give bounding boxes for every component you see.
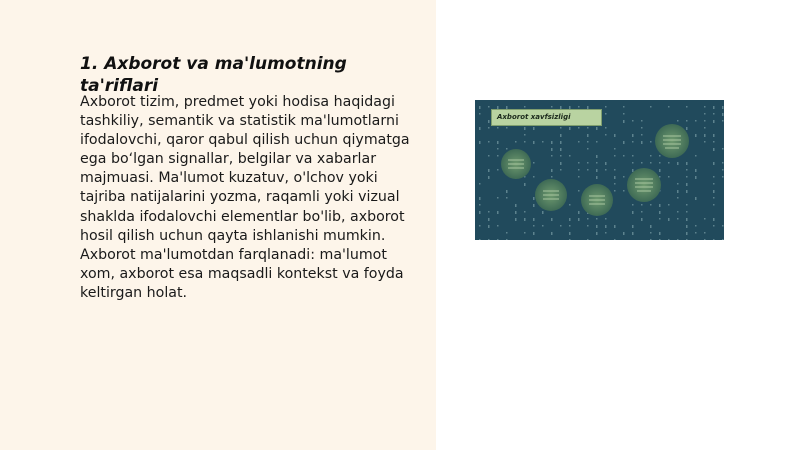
topic-circle bbox=[655, 124, 689, 158]
topic-circle bbox=[627, 168, 661, 202]
topic-circle bbox=[581, 184, 613, 216]
slide-body-text: Axborot tizim, predmet yoki hodisa haqidagi tashkiliy, semantik va statistik ma'lumotlarni ifodalovchi, qaror qabul qilish uchun qiymatga ega bo‘lgan signallar, belgilar va xabarlar majmuasi. Ma'lumot kuzatuv, o'lchov yoki tajriba natijalarini yozma, raqamli yoki vizual shaklda ifodalovchi elementlar bo'lib, axborot hosil qilish uchun qayta ishlanishi mumkin. Axborot ma'lumotdan farqlanadi: ma'lumot xom, axborot esa maqsadli kontekst va foyda keltirgan holat. bbox=[80, 94, 410, 301]
topic-circle bbox=[501, 149, 531, 179]
thumbnail-title-label: Axborot xavfsizligi bbox=[491, 109, 602, 126]
slide-title: 1. Axborot va ma'lumotning ta'riflari bbox=[80, 54, 347, 96]
topic-circle bbox=[535, 179, 567, 211]
prezi-thumbnail-image bbox=[475, 100, 724, 240]
